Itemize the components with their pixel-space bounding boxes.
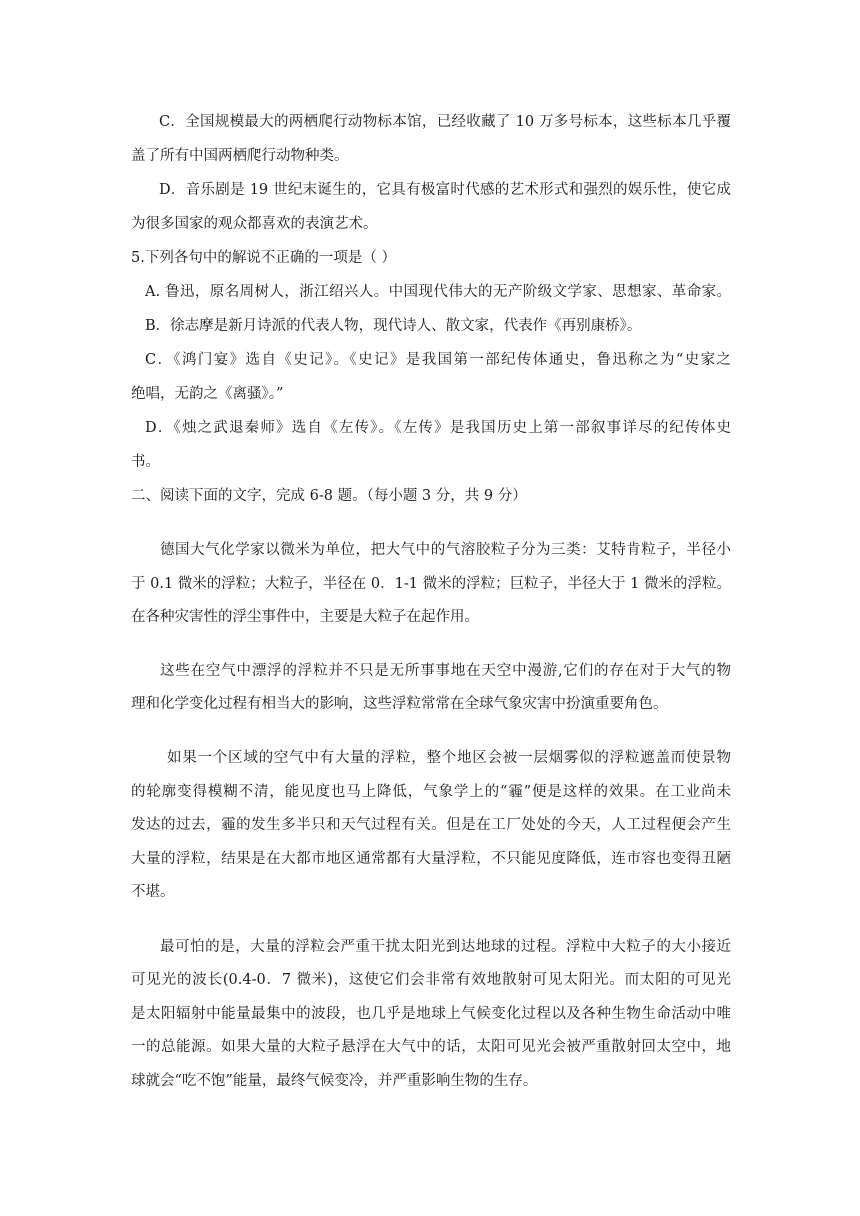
passage-p3-line4: 大量的浮粒，结果是在大都市地区通常都有大量浮粒，不只能见度降低，连市容也变得丑陋 (131, 851, 731, 867)
passage-p4-line1: 最可怕的是，大量的浮粒会严重干扰太阳光到达地球的过程。浮粒中大粒子的大小接近 (160, 939, 731, 955)
passage-p1-line1: 德国大气化学家以微米为单位，把大气中的气溶胶粒子分为三类：艾特肯粒子，半径小 (160, 542, 731, 558)
passage-p2-line1: 这些在空气中漂浮的浮粒并不只是无所事事地在天空中漫游,它们的存在对于大气的物 (160, 663, 731, 679)
q5-option-a: A. 鲁迅，原名周树人，浙江绍兴人。中国现代伟大的无产阶级文学家、思想家、革命家。 (145, 284, 731, 300)
q5-option-d-line2: 书。 (131, 454, 160, 470)
passage-p4-line2: 可见光的波长(0.4-0．7 微米)，这使它们会非常有效地散射可见太阳光。而太阳的可见光 (131, 972, 731, 988)
q4-option-c-line1: C．全国规模最大的两栖爬行动物标本馆，已经收藏了 10 万多号标本，这些标本几乎覆 (159, 114, 731, 130)
passage-p4-line5: 球就会“吃不饱”能量，最终气候变冷，并严重影响生物的生存。 (131, 1073, 538, 1089)
passage-p3-line3: 发达的过去，霾的发生多半只和天气过程有关。但是在工厂处处的今天，人工过程便会产生 (131, 817, 731, 833)
passage-p3-line1: 如果一个区域的空气中有大量的浮粒，整个地区会被一层烟雾似的浮粒遮盖而使景物 (167, 750, 731, 766)
passage-p1-line3: 在各种灾害性的浮尘事件中，主要是大粒子在起作用。 (131, 609, 479, 625)
q4-option-d-line1: D．音乐剧是 19 世纪末诞生的，它具有极富时代感的艺术形式和强烈的娱乐性，使它成 (159, 182, 731, 198)
q5-option-c-line2: 绝唱，无韵之《离骚》。” (131, 386, 284, 402)
passage-p3-line2: 的轮廓变得模糊不清，能见度也马上降低，气象学上的“霾”便是这样的效果。在工业尚未 (131, 784, 731, 800)
q4-option-c-line2: 盖了所有中国两栖爬行动物种类。 (131, 148, 349, 164)
passage-p1-line2: 于 0.1 微米的浮粒；大粒子，半径在 0．1-1 微米的浮粒；巨粒子，半径大于 1 微米的浮粒。 (131, 576, 732, 592)
q5-option-b: B．徐志摩是新月诗派的代表人物，现代诗人、散文家，代表作《再别康桥》。 (145, 318, 642, 334)
q4-option-d-line2: 为很多国家的观众都喜欢的表演艺术。 (131, 216, 378, 232)
q5-option-d-line1: D．《烛之武退秦师》选自《左传》。《左传》是我国历史上第一部叙事详尽的纪传体史 (145, 420, 731, 436)
section-heading: 二、阅读下面的文字，完成 6-8 题。（每小题 3 分，共 9 分） (131, 488, 527, 504)
passage-p2-line2: 理和化学变化过程有相当大的影响，这些浮粒常常在全球气象灾害中扮演重要角色。 (131, 696, 668, 712)
passage-p4-line4: 一的总能源。如果大量的大粒子悬浮在大气中的话，太阳可见光会被严重散射回太空中，地 (131, 1039, 731, 1055)
passage-p3-line5: 不堪。 (131, 884, 175, 900)
q5-option-c-line1: C．《鸿门宴》选自《史记》。《史记》是我国第一部纪传体通史，鲁迅称之为“史家之 (145, 352, 731, 368)
q5-stem: 5.下列各句中的解说不正确的一项是（ ） (131, 250, 396, 266)
passage-p4-line3: 是太阳辐射中能量最集中的波段，也几乎是地球上气候变化过程以及各种生物生命活动中唯 (131, 1006, 731, 1022)
